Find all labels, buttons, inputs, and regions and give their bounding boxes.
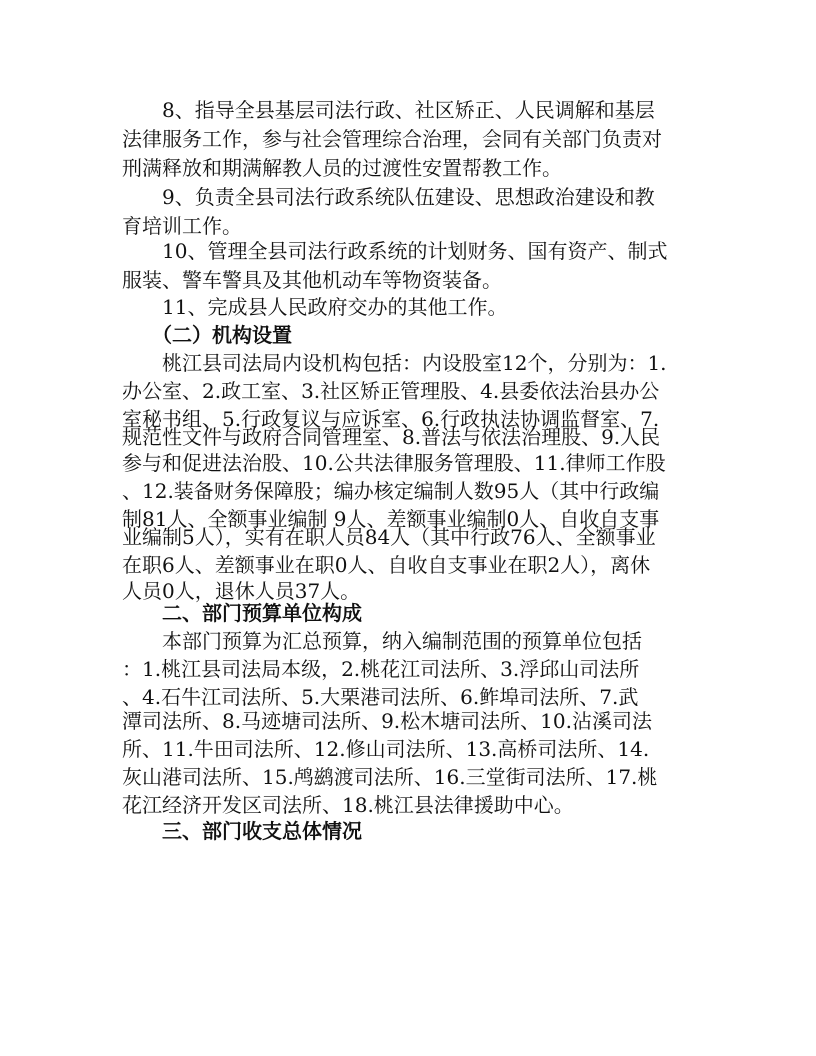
- text-line: 、12.装备财务保障股；编办核定编制人数95人（其中行政编: [122, 479, 660, 503]
- text-line: 、4.石牛江司法所、5.大栗港司法所、6.鲊埠司法所、7.武: [122, 685, 639, 709]
- text-line: 9、负责全县司法行政系统队伍建设、思想政治建设和教: [122, 185, 655, 209]
- text-line: 办公室、2.政工室、3.社区矫正管理股、4.县委依法治县办公: [122, 379, 660, 403]
- text-line: 在职6人、差额事业在职0人、自收自支事业在职2人），离休: [122, 553, 651, 577]
- text-line: 8、指导全县基层司法行政、社区矫正、人民调解和基层: [122, 98, 655, 122]
- text-line: 潭司法所、8.马迹塘司法所、9.松木塘司法所、10.沾溪司法: [122, 709, 652, 733]
- text-line: ：1.桃江县司法局本级，2.桃花江司法所、3.浮邱山司法所: [122, 657, 640, 681]
- section-heading: 三、部门收支总体情况: [122, 819, 362, 843]
- text-line: 服装、警车警具及其他机动车等物资装备。: [122, 268, 502, 292]
- text-line: 参与和促进法治股、10.公共法律服务管理股、11.律师工作股: [122, 451, 666, 475]
- text-line: 桃江县司法局内设机构包括：内设股室12个，分别为：1.: [122, 351, 667, 375]
- section-heading: 二、部门预算单位构成: [122, 601, 362, 625]
- text-line: 业编制5人），实有在职人员84人（其中行政76人、全额事业: [122, 525, 656, 549]
- section-heading: （二）机构设置: [122, 323, 292, 347]
- text-line: 规范性文件与政府合同管理室、8.普法与依法治理股、9.人民: [122, 425, 661, 449]
- text-line: 所、11.牛田司法所、12.修山司法所、13.高桥司法所、14.: [122, 737, 650, 761]
- text-line: 11、完成县人民政府交办的其他工作。: [122, 295, 508, 319]
- text-line: 灰山港司法所、15.鸬鹚渡司法所、16.三堂街司法所、17.桃: [122, 765, 658, 789]
- text-line: 育培训工作。: [122, 214, 242, 238]
- text-line: 花江经济开发区司法所、18.桃江县法律援助中心。: [122, 793, 574, 817]
- text-line: 本部门预算为汇总预算，纳入编制范围的预算单位包括: [122, 629, 642, 653]
- text-line: 刑满释放和期满解教人员的过渡性安置帮教工作。: [122, 156, 562, 180]
- text-line: 法律服务工作，参与社会管理综合治理，会同有关部门负责对: [122, 127, 662, 151]
- text-line: 人员0人，退休人员37人。: [122, 579, 361, 603]
- text-line: 制81人、全额事业编制 9人、差额事业编制0人、自收自支事: [122, 507, 660, 531]
- text-line: 室秘书组、5.行政复议与应诉室、6.行政执法协调监督室、7.: [122, 407, 660, 431]
- text-line: 10、管理全县司法行政系统的计划财务、国有资产、制式: [122, 239, 668, 263]
